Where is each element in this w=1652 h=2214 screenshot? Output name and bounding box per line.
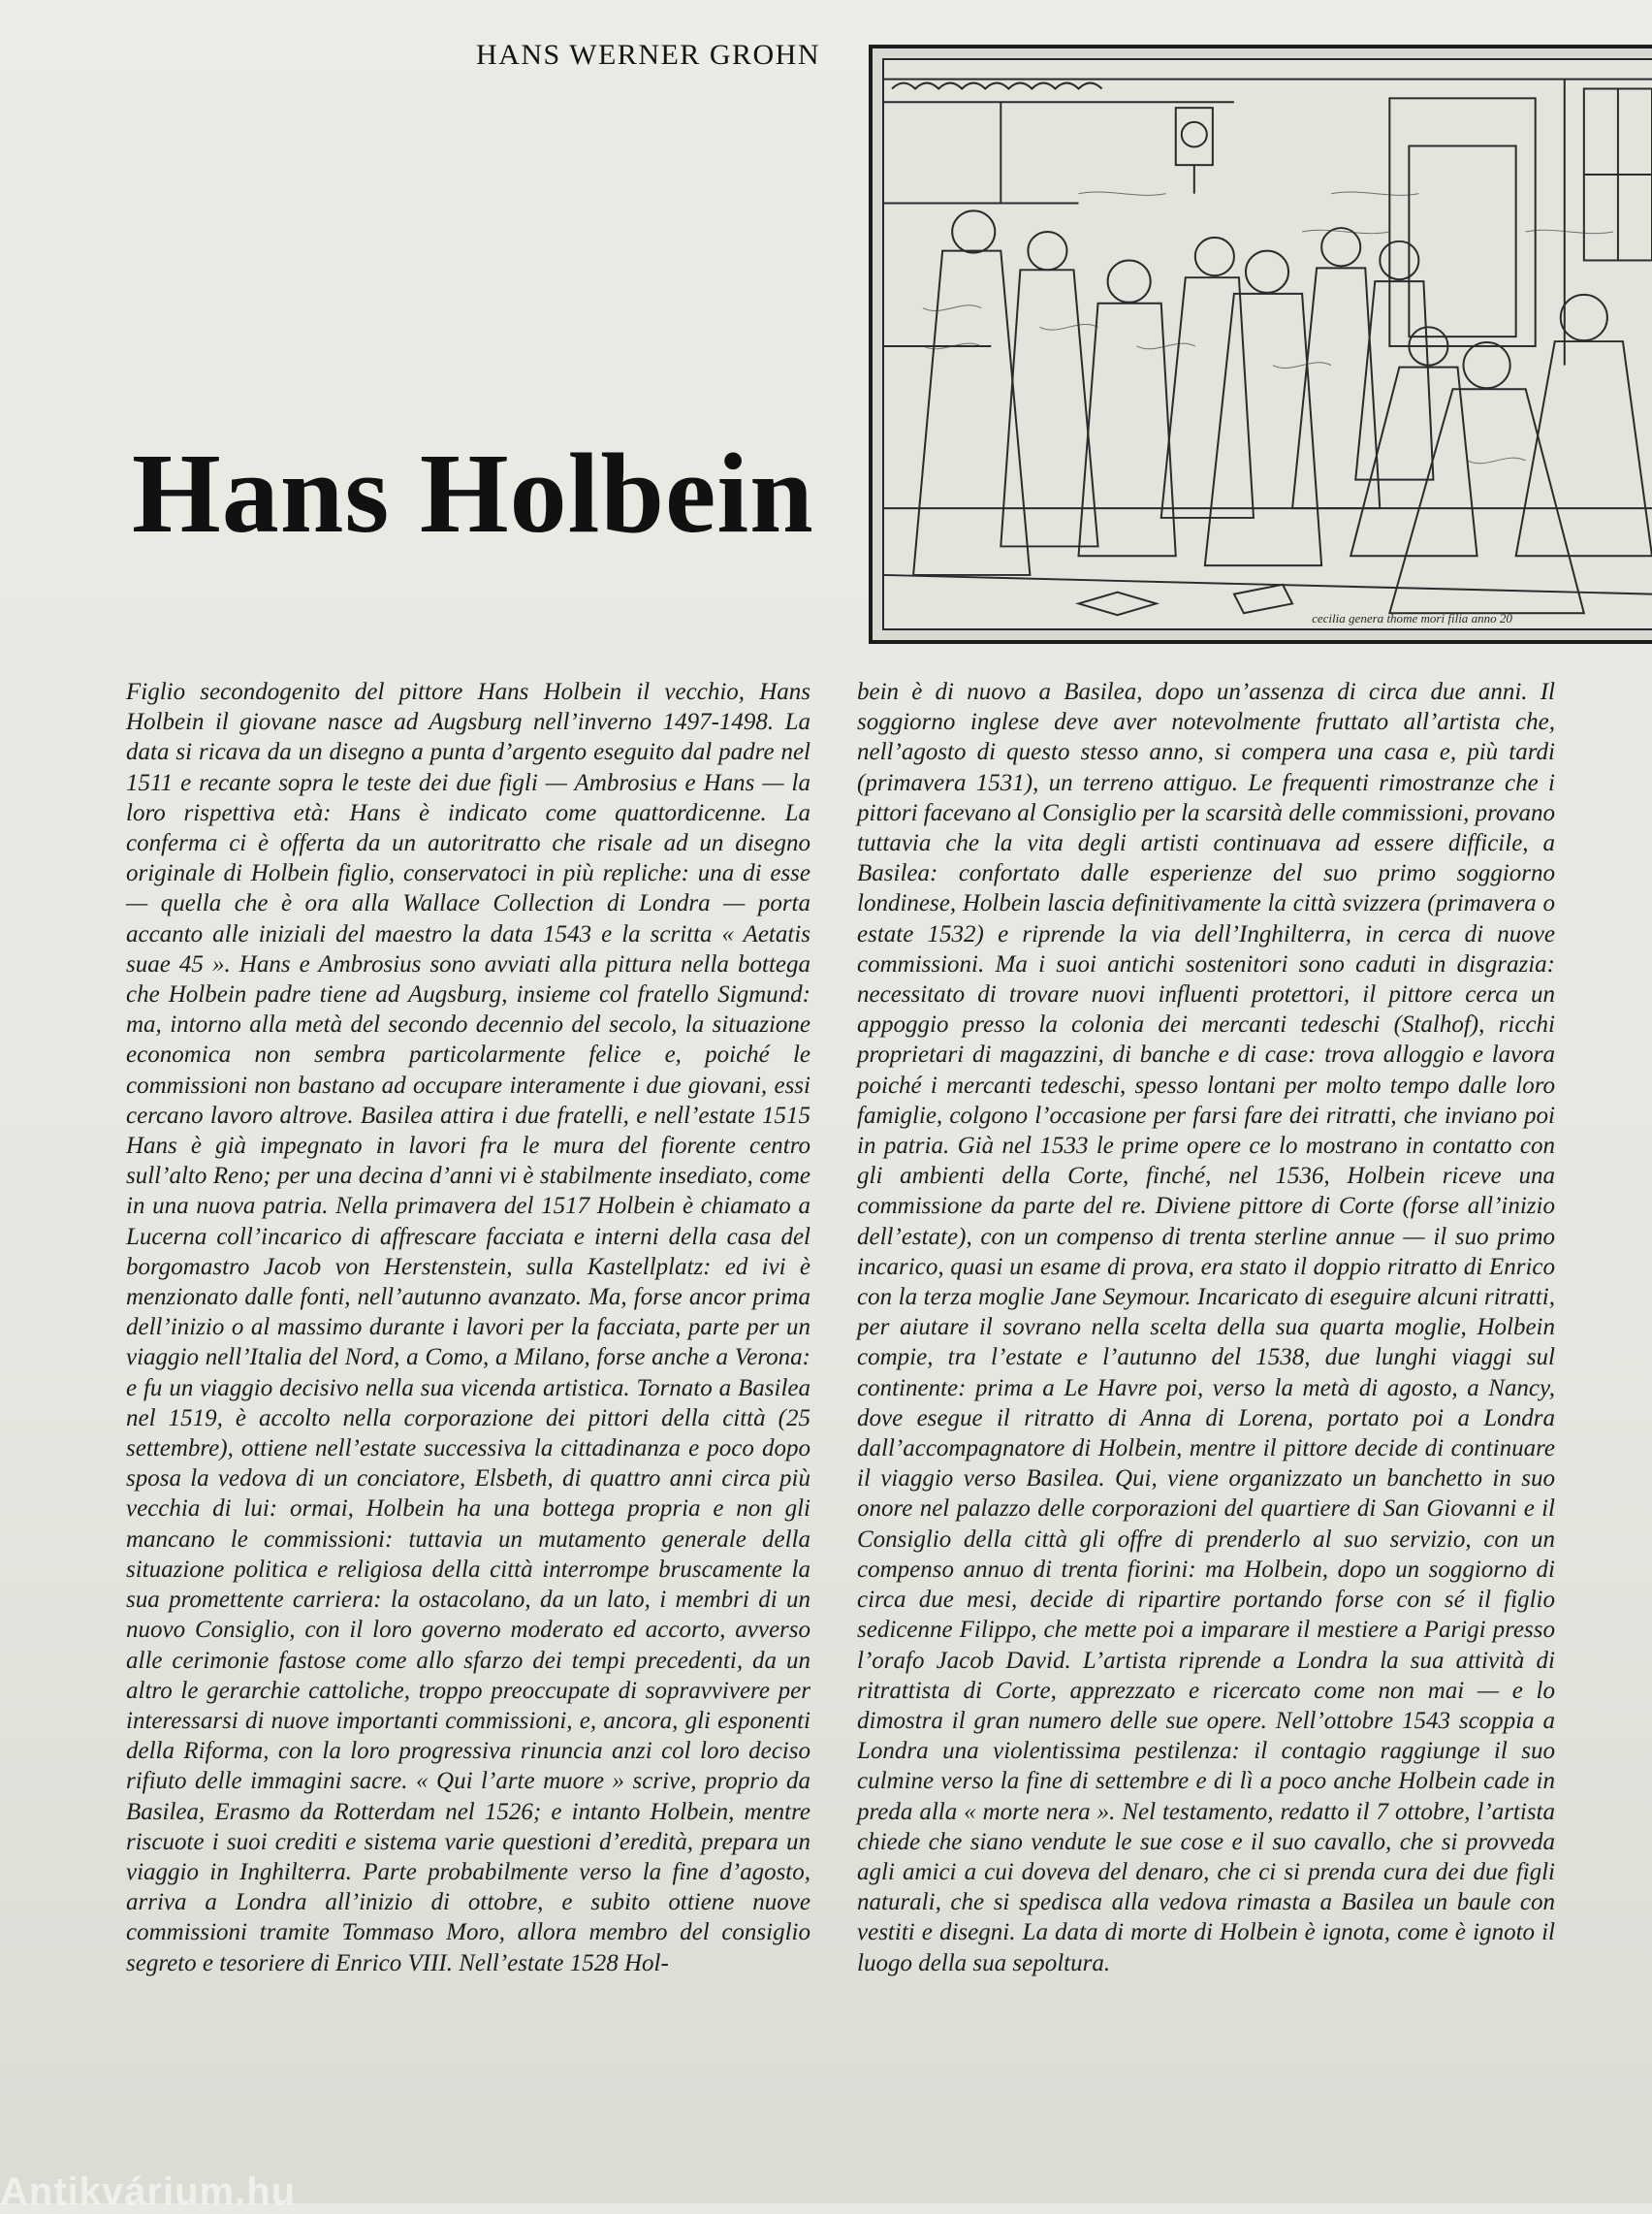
illustration [882, 58, 1652, 630]
illustration-inscription: cecilia genera thome mori filia anno 20 [1312, 612, 1512, 626]
illustration-frame [869, 45, 1652, 644]
article-column-left: Figlio secondogenito del pittore Hans Holbein il vecchio, Hans Holbein il giovane nasce ad Augsburg nell’inverno 1497-1498. La data si ricava da un disegno a punta d’argento eseguito dal padre nel 1511 e recante sopra le teste dei due figli — Ambrosius e Hans — la loro rispettiva età: Hans è indicato come quattordicenne. La conferma ci è offerta da un autoritratto che risale ad un disegno originale di Holbein figlio, conservatoci in più repliche: una di esse — quella che è ora alla Wallace Collection di Londra — porta accanto alle iniziali del maestro la data 1543 e la scritta « Aetatis suae 45 ». Hans e Ambrosius sono avviati alla pittura nella bottega che Holbein padre tiene ad Augsburg, insieme col fratello Sigmund: ma, intorno alla metà del secondo decennio del secolo, la situazione economica non sembra particolarmente felice e, poiché le commissioni non bastano ad occupare interamente i due giovani, essi cercano lavoro altrove. Basilea attira i due fratelli, e nell’estate 1515 Hans è già impegnato in lavori fra le mura del fiorente centro sull’alto Reno; per una decina d’anni vi è stabilmente insediato, come in una nuova patria. Nella primavera del 1517 Holbein è chiamato a Lucerna coll’incarico di affrescare facciata e interni della casa del borgomastro Jacob von Herstenstein, sulla Kastellplatz: ed ivi è menzionato dalle fonti, nell’autunno avanzato. Ma, forse ancor prima dell’inizio o al massimo durante i lavori per la facciata, parte per un viaggio nell’Italia del Nord, a Como, a Milano, forse anche a Verona: e fu un viaggio decisivo nella sua vicenda artistica. Tornato a Basilea nel 1519, è accolto nella corporazione dei pittori della città (25 settembre), ottiene nell’estate successiva la cittadinanza e poco dopo sposa la vedova di un conciatore, Elsbeth, di quattro anni circa più vecchia di lui: ormai, Holbein ha una bottega propria e non gli mancano le commissioni: tuttavia un mutamento generale della situazione politica e religiosa della città interrompe bruscamente la sua promettente carriera: la ostacolano, da un lato, i membri di un nuovo Consiglio, con il loro governo moderato ed accorto, avverso alle cerimonie fastose come allo sfarzo dei tempi precedenti, da un altro le gerarchie cattoliche, troppo preoccupate di sopravvivere per interessarsi di nuove importanti commissioni, e, ancora, gli esponenti della Riforma, con la loro progressiva rinuncia anzi col loro deciso rifiuto delle immagini sacre. « Qui l’arte muore » scrive, proprio da Basilea, Erasmo da Rotterdam nel 1526; e intanto Holbein, mentre riscuote i suoi crediti e sistema varie questioni d’eredità, prepara un viaggio in Inghilterra. Parte probabilmente verso la fine d’agosto, arriva a Londra all’inizio di ottobre, e subito ottiene nuove commissioni tramite Tommaso Moro, allora membro del consiglio segreto e tesoriere di Enrico VIII. Nell’estate 1528 Hol- [126, 679, 810, 1976]
article-column-right: bein è di nuovo a Basilea, dopo un’assenza di circa due anni. Il soggiorno inglese deve aver notevolmente fruttato all’artista che, nell’agosto di questo stesso anno, si compera una casa e, più tardi (primavera 1531), un terreno attiguo. Le frequenti rimostranze che i pittori facevano al Consiglio per la scarsità delle commissioni, provano tuttavia che la vita degli artisti continuava ad essere difficile, a Basilea: confortato dalle esperienze del suo primo soggiorno londinese, Holbein lascia definitivamente la città svizzera (primavera o estate 1532) e riprende la via dell’Inghilterra, in cerca di nuove commissioni. Ma i suoi antichi sostenitori sono caduti in disgrazia: necessitato di trovare nuovi influenti protettori, il pittore cerca un appoggio presso la colonia dei mercanti tedeschi (Stalhof), ricchi proprietari di magazzini, di banche e di case: trova alloggio e lavora poiché i mercanti tedeschi, spesso lontani per molto tempo dalle loro famiglie, colgono l’occasione per farsi fare dei ritratti, che inviano poi in patria. Già nel 1533 le prime opere ce lo mostrano in contatto con gli ambienti della Corte, finché, nel 1536, Holbein riceve una commissione da parte del re. Diviene pittore di Corte (forse all’inizio dell’estate), con un compenso di trenta sterline annue — il suo primo incarico, quasi un esame di prova, era stato il doppio ritratto di Enrico con la terza moglie Jane Seymour. Incaricato di eseguire alcuni ritratti, per aiutare il sovrano nella scelta della sua quarta moglie, Holbein compie, tra l’estate e l’autunno del 1538, due lunghi viaggi sul continente: prima a Le Havre poi, verso la metà di agosto, a Nancy, dove esegue il ritratto di Anna di Lorena, portato poi a Londra dall’accompagnatore di Holbein, mentre il pittore decide di continuare il viaggio verso Basilea. Qui, viene organizzato un banchetto in suo onore nel palazzo delle corporazioni del quartiere di San Giovanni e il Consiglio della città gli offre di prenderlo al suo servizio, con un compenso annuo di trenta fiorini: ma Holbein, dopo un soggiorno di circa due mesi, decide di ripartire portando forse con sé il figlio sedicenne Filippo, che mette poi a imparare il mestiere a Parigi presso l’orafo Jacob David. L’artista riprende a Londra la sua attività di ritrattista di Corte, apprezzato e ricercato come non mai — e lo dimostra il gran numero delle sue opere. Nell’ottobre 1543 scoppia a Londra una violentissima pestilenza: il contagio raggiunge il suo culmine verso la fine di settembre e di lì a poco anche Holbein cade in preda alla « morte nera ». Nel testamento, redatto il 7 ottobre, l’artista chiede che siano vendute le sue cose e il suo cavallo, che si provveda agli amici a cui doveva del denaro, che ci si prenda cura dei due figli naturali, che si spedisca alla vedova rimasta a Basilea un baule con vestiti e disegni. La data di morte di Holbein è ignota, come è ignoto il luogo della sua sepoltura. [857, 679, 1555, 1976]
family-sketch-drawing [884, 60, 1652, 628]
author-name: HANS WERNER GROHN [476, 39, 820, 71]
watermark: Antikvárium.hu [0, 2170, 297, 2213]
page-title: Hans Holbein [132, 430, 814, 557]
